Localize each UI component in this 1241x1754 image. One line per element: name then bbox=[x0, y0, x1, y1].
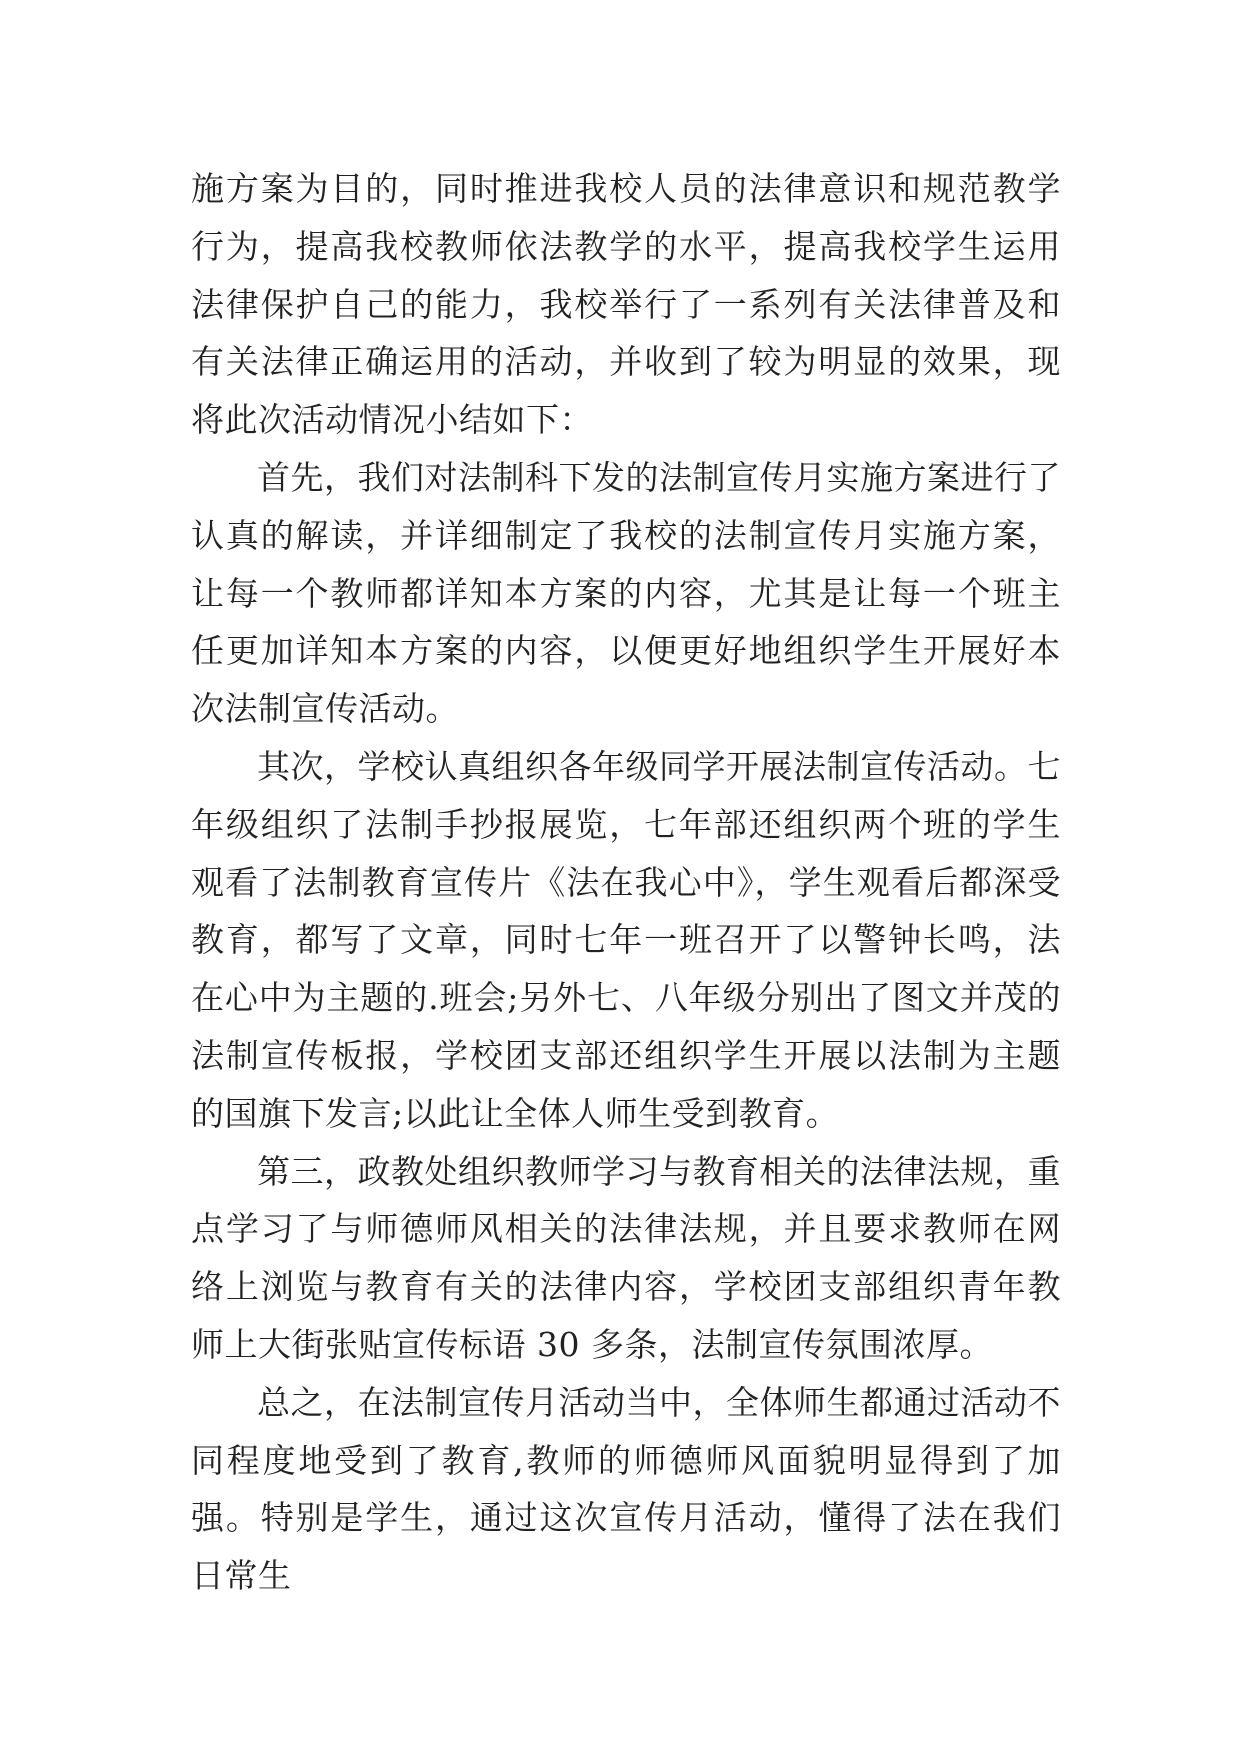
paragraph-third: 第三，政教处组织教师学习与教育相关的法律法规，重点学习了与师德师风相关的法律法规，并且要求教师在网络上浏览与教育有关的法律内容，学校团支部组织青年教师上大街张贴宣传标语 30 多条，法制宣传氛围浓厚。 bbox=[191, 1151, 1061, 1364]
paragraph-first: 首先，我们对法制科下发的法制宣传月实施方案进行了认真的解读，并详细制定了我校的法制宣传月实施方案，让每一个教师都详知本方案的内容，尤其是让每一个班主任更加详知本方案的内容，以便更好地组织学生开展好本次法制宣传活动。 bbox=[191, 457, 1061, 729]
paragraph-summary: 总之，在法制宣传月活动当中，全体师生都通过活动不同程度地受到了教育,教师的师德师风面貌明显得到了加强。特别是学生，通过这次宣传月活动，懂得了法在我们日常生 bbox=[191, 1382, 1061, 1596]
paragraph-second: 其次，学校认真组织各年级同学开展法制宣传活动。七年级组织了法制手抄报展览，七年部还组织两个班的学生观看了法制教育宣传片《法在我心中》，学生观看后都深受教育，都写了文章，同时七年一班召开了以警钟长鸣，法在心中为主题的.班会;另外七、八年级分别出了图文并茂的法制宣传板报，学校团支部还组织学生开展以法制为主题的国旗下发言;以此让全体人师生受到教育。 bbox=[191, 746, 1061, 1133]
document-body bbox=[191, 160, 1061, 1605]
paragraph-continuation: 施方案为目的，同时推进我校人员的法律意识和规范教学行为，提高我校教师依法教学的水平，提高我校学生运用法律保护自己的能力，我校举行了一系列有关法律普及和有关法律正确运用的活动，并收到了较为明显的效果，现将此次活动情况小结如下： bbox=[191, 169, 1061, 440]
